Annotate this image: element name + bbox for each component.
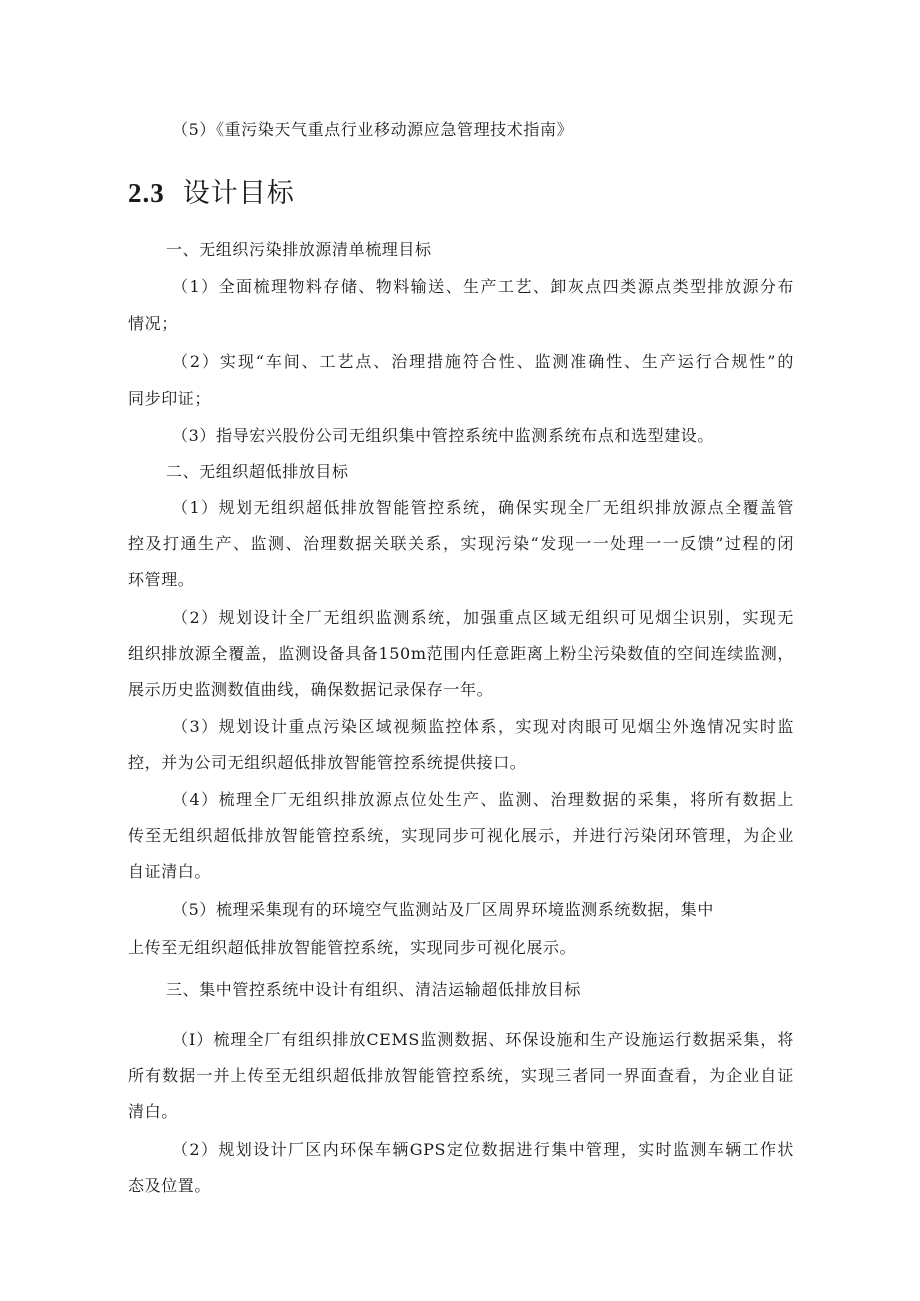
paragraph-line: 情况； <box>128 314 178 333</box>
paragraph-line: （5）梳理采集现有的环境空气监测站及厂区周界环境监测系统数据，集中 <box>172 900 714 919</box>
paragraph-line: 展示历史监测数值曲线，确保数据记录保存一年。 <box>128 680 494 699</box>
paragraph-line: （3）指导宏兴股份公司无组织集中管控系统中监测系统布点和选型建设。 <box>172 426 714 445</box>
paragraph-line: 环管理。 <box>128 570 195 589</box>
paragraph-line: 控，并为公司无组织超低排放智能管控系统提供接口。 <box>128 753 527 772</box>
paragraph-line: （1）规划无组织超低排放智能管控系统，确保实现全厂无组织排放源点全覆盖管 <box>172 498 794 517</box>
paragraph-line: 传至无组织超低排放智能管控系统，实现同步可视化展示，并进行污染闭环管理，为企业 <box>128 826 794 845</box>
paragraph-line: 态及位置。 <box>128 1176 212 1195</box>
paragraph-line: 上传至无组织超低排放智能管控系统，实现同步可视化展示。 <box>128 938 577 957</box>
paragraph-line: 所有数据一并上传至无组织超低排放智能管控系统，实现三者同一界面查看，为企业自证 <box>128 1066 794 1085</box>
paragraph-line: （2）规划设计全厂无组织监测系统，加强重点区域无组织可见烟尘识别，实现无 <box>172 608 794 627</box>
subsection-title-2: 二、无组织超低排放目标 <box>166 462 349 481</box>
paragraph-line: （3）规划设计重点污染区域视频监控体系，实现对肉眼可见烟尘外逸情况实时监 <box>172 717 794 736</box>
paragraph-line: （2）实现“车间、工艺点、治理措施符合性、监测准确性、生产运行合规性”的 <box>172 352 794 371</box>
paragraph-line: （1）全面梳理物料存储、物料输送、生产工艺、卸灰点四类源点类型排放源分布 <box>172 277 794 296</box>
section-heading <box>128 176 295 211</box>
section-title: 设计目标 <box>182 178 295 209</box>
paragraph-line: 自证清白。 <box>128 862 212 881</box>
reference-item-5: （5）《重污染天气重点行业移动源应急管理技术指南》 <box>172 120 574 139</box>
subsection-title-3: 三、集中管控系统中设计有组织、清洁运输超低排放目标 <box>166 980 582 999</box>
paragraph-line: 清白。 <box>128 1102 178 1121</box>
subsection-title-1: 一、无组织污染排放源清单梳理目标 <box>166 240 432 259</box>
paragraph-line: 组织排放源全覆盖，监测设备具备150m范围内任意距离上粉尘污染数值的空间连续监测， <box>128 644 794 663</box>
paragraph-line: （2）规划设计厂区内环保车辆GPS定位数据进行集中管理，实时监测车辆工作状 <box>172 1140 794 1159</box>
paragraph-line: 同步印证； <box>128 389 212 408</box>
paragraph-line: （I）梳理全厂有组织排放CEMS监测数据、环保设施和生产设施运行数据采集，将 <box>172 1030 794 1049</box>
paragraph-line: （4）梳理全厂无组织排放源点位处生产、监测、治理数据的采集，将所有数据上 <box>172 790 794 809</box>
paragraph-line: 控及打通生产、监测、治理数据关联关系，实现污染“发现一一处理一一反馈”过程的闭 <box>128 534 794 553</box>
section-number: 2.3 <box>128 178 165 208</box>
